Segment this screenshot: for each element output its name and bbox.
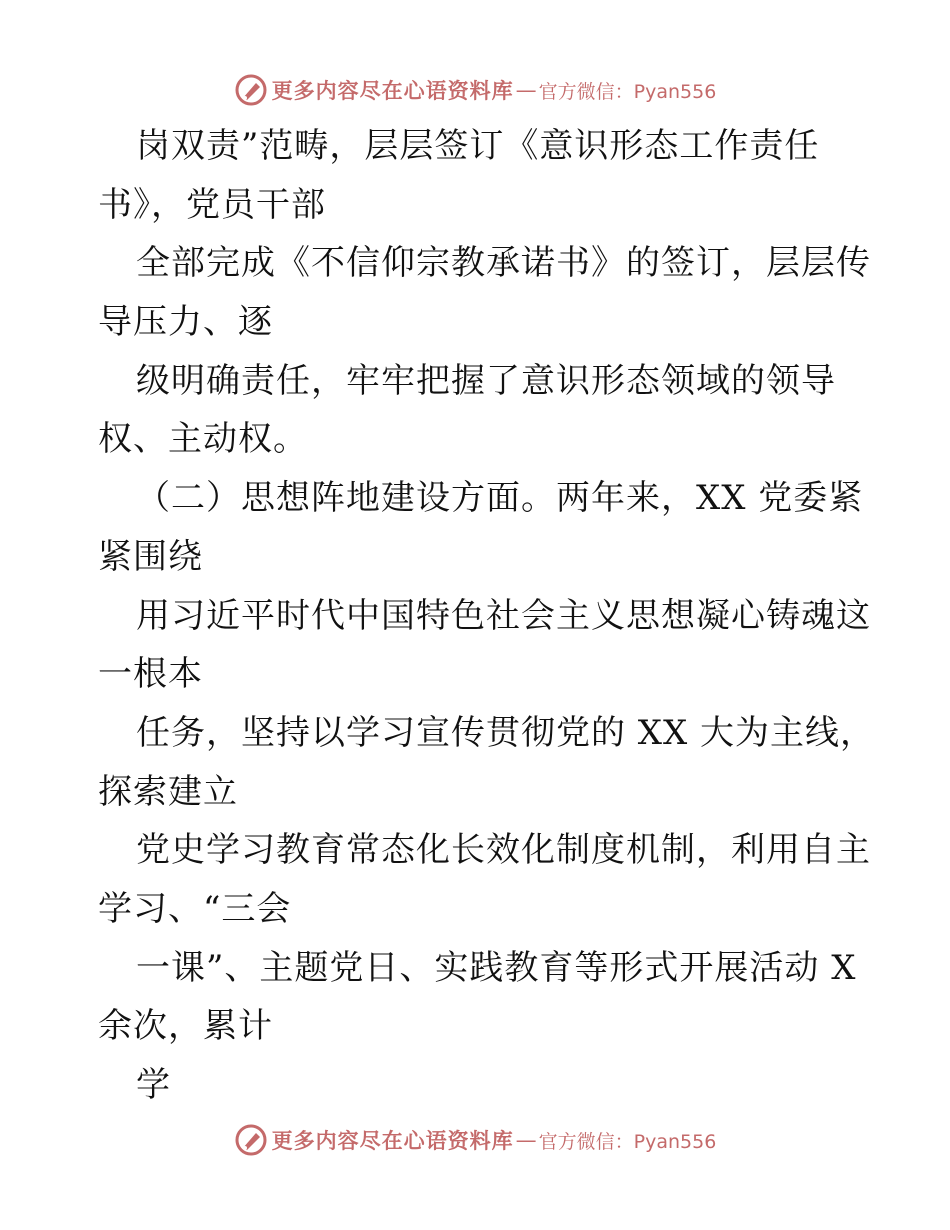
text-line: 书》，党员干部 bbox=[98, 184, 326, 225]
header-banner bbox=[0, 70, 950, 110]
text-line: 岗双责”范畴，层层签订《意识形态工作责任 bbox=[136, 126, 820, 166]
header-slogan: 更多内容尽在心语资料库 bbox=[271, 79, 514, 103]
pen-nib-logo-icon bbox=[234, 1123, 268, 1157]
text-line: 一课”、主题党日、实践教育等形式开展活动 X bbox=[136, 947, 857, 988]
text-line: 全部完成《不信仰宗教承诺书》的签订，层层传 bbox=[136, 243, 871, 284]
text-line: 紧围绕 bbox=[98, 536, 203, 577]
text-line: 党史学习教育常态化长效化制度机制，利用自主 bbox=[136, 830, 871, 871]
text-line: 任务，坚持以学习宣传贯彻党的 XX 大为主线， bbox=[136, 712, 876, 753]
footer-dash: — bbox=[515, 1128, 537, 1152]
text-line: 权、主动权。 bbox=[98, 419, 308, 460]
footer-slogan: 更多内容尽在心语资料库 bbox=[271, 1129, 514, 1153]
text-line: （二）思想阵地建设方面。两年来，XX 党委紧 bbox=[136, 478, 864, 519]
text-line: 级明确责任，牢牢把握了意识形态领域的领导 bbox=[136, 360, 836, 401]
text-line: 用习近平时代中国特色社会主义思想凝心铸魂这 bbox=[136, 595, 871, 636]
text-line: 一根本 bbox=[98, 654, 203, 695]
text-line: 余次，累计 bbox=[98, 1006, 273, 1047]
text-line: 学习、“三会 bbox=[98, 888, 292, 929]
header-wechat: 官方微信：Pyan556 bbox=[538, 80, 717, 103]
text-line: 探索建立 bbox=[98, 771, 238, 812]
text-line: 导压力、逐 bbox=[98, 302, 273, 343]
footer-banner bbox=[0, 1120, 950, 1160]
document-body bbox=[98, 117, 876, 1115]
header-dash: — bbox=[515, 78, 537, 102]
footer-wechat: 官方微信：Pyan556 bbox=[538, 1130, 717, 1153]
text-line: 学 bbox=[136, 1065, 171, 1105]
pen-nib-logo-icon bbox=[234, 73, 268, 107]
